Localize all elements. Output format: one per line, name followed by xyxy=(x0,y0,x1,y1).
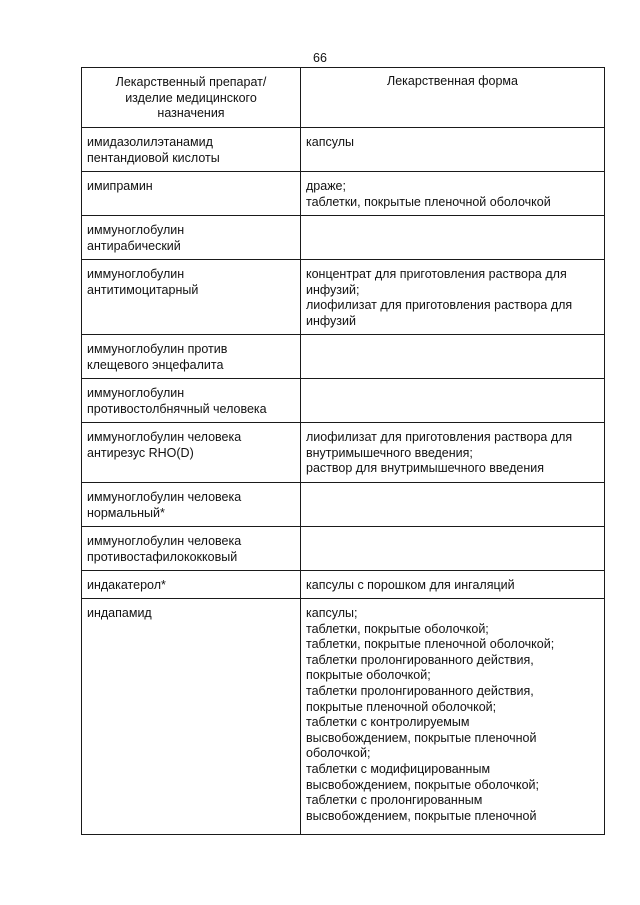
table-row xyxy=(82,216,605,260)
table-row xyxy=(82,599,605,835)
drug-name: иммуноглобулин человека нормальный* xyxy=(82,483,301,527)
table-row xyxy=(82,172,605,216)
table-row xyxy=(82,423,605,483)
dosage-form: концентрат для приготовления раствора для инфузий; лиофилизат для приготовления раствора для инфузий xyxy=(301,260,605,335)
table-row xyxy=(82,483,605,527)
table-row xyxy=(82,379,605,423)
drug-name: иммуноглобулин противостолбнячный человека xyxy=(82,379,301,423)
table-row xyxy=(82,571,605,599)
drug-name: иммуноглобулин человека противостафилококковый xyxy=(82,527,301,571)
drug-name: иммуноглобулин антитимоцитарный xyxy=(82,260,301,335)
table-row xyxy=(82,260,605,335)
table-row xyxy=(82,335,605,379)
dosage-form xyxy=(301,335,605,379)
dosage-form: лиофилизат для приготовления раствора для внутримышечного введения; раствор для внутримышечного введения xyxy=(301,423,605,483)
drug-name: иммуноглобулин против клещевого энцефалита xyxy=(82,335,301,379)
table-header-row xyxy=(82,68,605,128)
dosage-form: капсулы xyxy=(301,128,605,172)
header-form: Лекарственная форма xyxy=(301,68,605,128)
dosage-form: капсулы; таблетки, покрытые оболочкой; таблетки, покрытые пленочной оболочкой; таблетки пролонгированного действия, покрытые оболочкой; таблетки пролонгированного действия, покрытые пленочной оболочкой; таблетки с контролируемым высвобождением, покрытые пленочной оболочкой; таблетки с модифицированным высвобождением, покрытые оболочкой; таблетки с пролонгированным высвобождением, покрытые пленочной xyxy=(301,599,605,835)
drug-name: индакатерол* xyxy=(82,571,301,599)
table-row xyxy=(82,128,605,172)
dosage-form: капсулы с порошком для ингаляций xyxy=(301,571,605,599)
dosage-form xyxy=(301,527,605,571)
drug-name: иммуноглобулин человека антирезус RHO(D) xyxy=(82,423,301,483)
dosage-form xyxy=(301,379,605,423)
drug-table xyxy=(81,67,605,835)
page-number: 66 xyxy=(313,51,327,65)
dosage-form xyxy=(301,483,605,527)
drug-name: имидазолилэтанамид пентандиовой кислоты xyxy=(82,128,301,172)
drug-name: имипрамин xyxy=(82,172,301,216)
drug-name: иммуноглобулин антирабический xyxy=(82,216,301,260)
dosage-form: драже; таблетки, покрытые пленочной оболочкой xyxy=(301,172,605,216)
drug-name: индапамид xyxy=(82,599,301,835)
dosage-form xyxy=(301,216,605,260)
header-drug: Лекарственный препарат/ изделие медицинского назначения xyxy=(82,68,301,128)
table-row xyxy=(82,527,605,571)
